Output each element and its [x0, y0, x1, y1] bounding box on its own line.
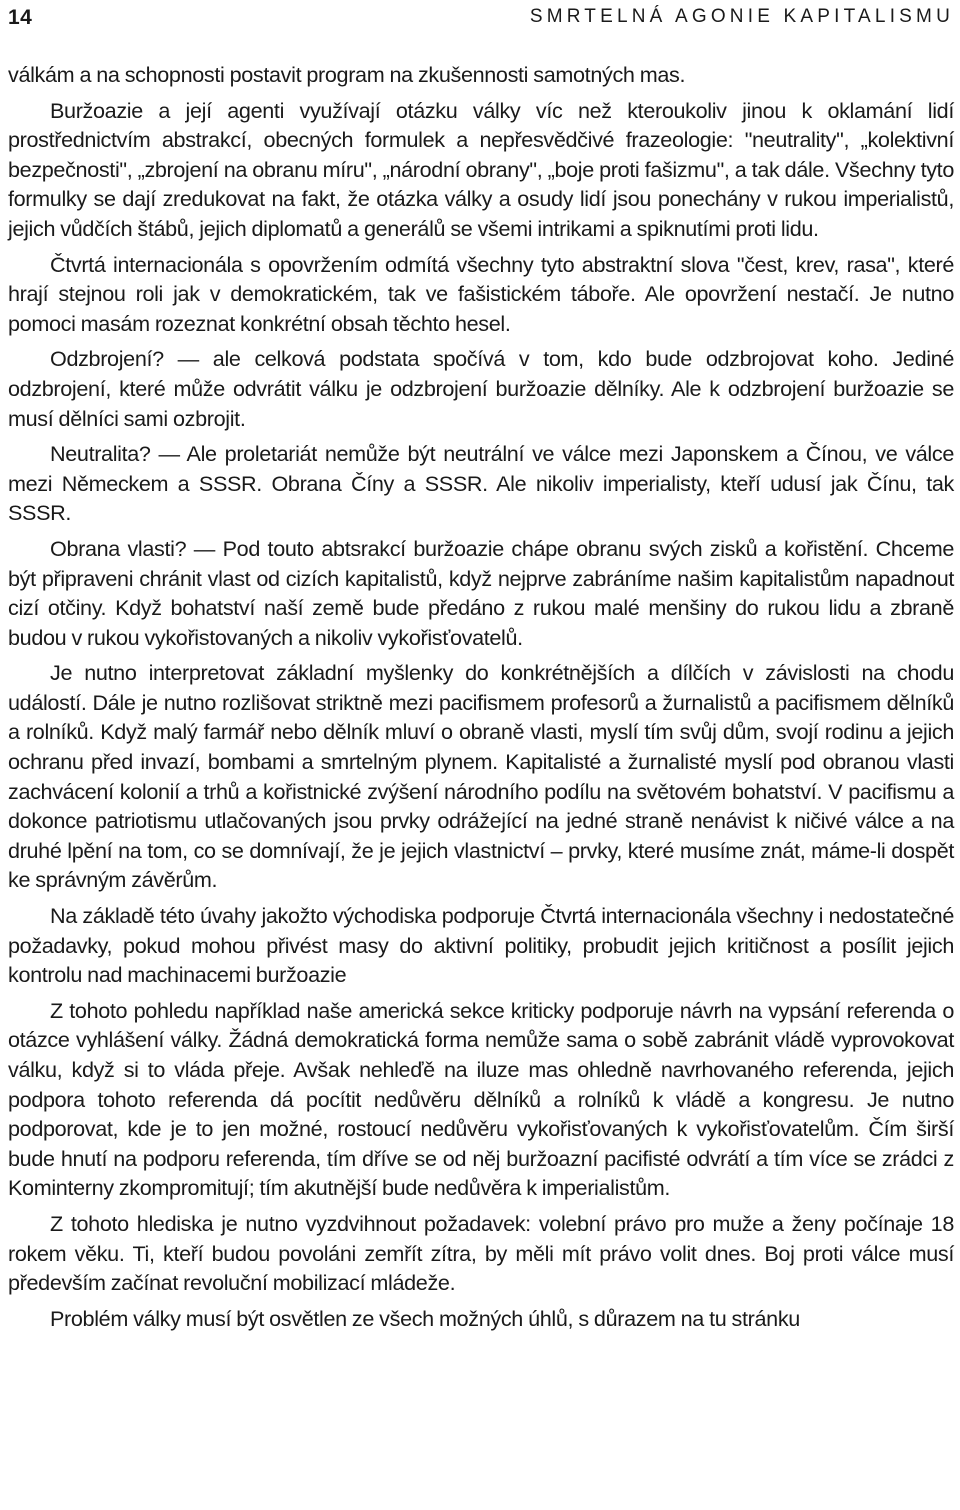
- paragraph: Obrana vlasti? — Pod touto abtsrakcí buržoazie chápe obranu svých zisků a kořistění. Chceme být připraveni chránit vlast od cizích kapitalistů, když nejprve zabráníme našim kapitalistům napadnout cizí otčiny. Když bohatství naší země bude předáno z rukou malé menšiny do rukou lidu a zbraně budou v rukou vykořistovaných a nikoliv vykořisťovatelů.: [8, 535, 954, 650]
- paragraph: Neutralita? — Ale proletariát nemůže být neutrální ve válce mezi Japonskem a Čínou, ve válce mezi Německem a SSSR. Obrana Číny a SSSR. Ale nikoliv imperialisty, kteří udusí jak Čínu, tak SSSR.: [8, 441, 954, 526]
- paragraph: Čtvrtá internacionála s opovržením odmítá všechny tyto abstraktní slova "čest, krev, rasa", které hrají stejnou roli jak v demokratickém, tak ve fašistickém táboře. Ale opovržení nestačí. Je nutno pomoci masám rozeznat konkrétní obsah těchto hesel.: [8, 251, 954, 336]
- paragraph: Z tohoto hlediska je nutno vyzdvihnout požadavek: volební právo pro muže a ženy počínaje 18 rokem věku. Ti, kteří budou povoláni zemřít zítra, by měli mít právo volit dnes. Boj proti válce musí především začínat revoluční mobilizací mládeže.: [8, 1210, 954, 1296]
- paragraph: Buržoazie a její agenti využívají otázku války víc než kteroukoliv jinou k oklamání lidí prostřednictvím abstrakcí, obecných formulek a nepřesvědčivé frazeologie: "neutrality", „kolektivní bezpečnosti", „zbrojení na obranu míru", „národní obrany", „boje proti fašizmu", a tak dále. Všechny tyto formulky se dají zredukovat na fakt, že otázka války a osudy lidí jsou ponechány v rukou imperialistů, jejich vůdčích štábů, jejich diplomatů a generálů se všemi intrikami a spiknutími proti lidu.: [8, 97, 954, 241]
- page-number: 14: [8, 6, 33, 29]
- paragraph: Odzbrojení? — ale celková podstata spočívá v tom, kdo bude odzbrojovat koho. Jediné odzbrojení, které může odvrátit válku je odzbrojení buržoazie dělníky. Ale k odzbrojení buržoazie se musí dělníci sami ozbrojit.: [8, 346, 954, 431]
- paragraph: Z tohoto pohledu například naše americká sekce kriticky podporuje návrh na vypsání referenda o otázce vyhlášení války. Žádná demokratická forma nemůže sama o sobě zabránit vládě vyprovokovat válku, když si to vláda přeje. Avšak nehleďě na iluze mas ohledně navrhovaného referenda, jejich podpora tohoto referenda dá pocítit nedůvěru dělníků a rolníků k vládě a kongresu. Je nutno podporovat, kde je to jen možné, rostoucí nedůvěru vykořisťovaných k vykořisťovatelům. Čím širší bude hnutí na podporu referenda, tím dříve se od něj buržoazní pacifisté odvrátí a tím více se zrádci z Kominterny zkompromitují; tím akutnější bude nedůvěra k imperialistům.: [8, 997, 954, 1201]
- paragraph: Je nutno interpretovat základní myšlenky do konkrétnějších a dílčích v závislosti na chodu událostí. Dále je nutno rozlišovat striktně mezi pacifismem profesorů a žurnalistů a pacifismem dělníků a rolníků. Když malý farmář nebo dělník mluví o obraně vlasti, myslí tím svůj dům, svojí rodinu a jejich ochranu před invazí, bombami a smrtelným plynem. Kapitalisté a žurnalisté myslí pod obranou vlasti zachvácení kolonií a trhů a kořistnické zvýšení národního podílu na světovém bohatství. V pacifismu a dokonce patriotismu utlačovaných jsou prvky odrážející na jedné straně nenávist k ničivé válce a na druhé lpění na tom, co se domnívají, že je jejich vlastnictví – prvky, které musíme znát, máme-li dospět ke správným závěrům.: [8, 660, 954, 893]
- running-title: SMRTELNÁ AGONIE KAPITALISMU: [529, 6, 954, 27]
- paragraph-continuation: válkám a na schopnosti postavit program na zkušennosti samotných mas.: [8, 62, 686, 87]
- body-text: [8, 60, 954, 1339]
- page-header: [8, 6, 954, 38]
- paragraph: Problém války musí být osvětlen ze všech možných úhlů, s důrazem na tu stránku: [50, 1305, 800, 1331]
- paragraph: Na základě této úvahy jakožto východiska podporuje Čtvrtá internacionála všechny i nedostatečné požadavky, pokud mohou přivést masy do aktivní politiky, probudit jejich kritičnost a posílit jejich kontrolu nad machinacemi buržoazie: [8, 903, 954, 988]
